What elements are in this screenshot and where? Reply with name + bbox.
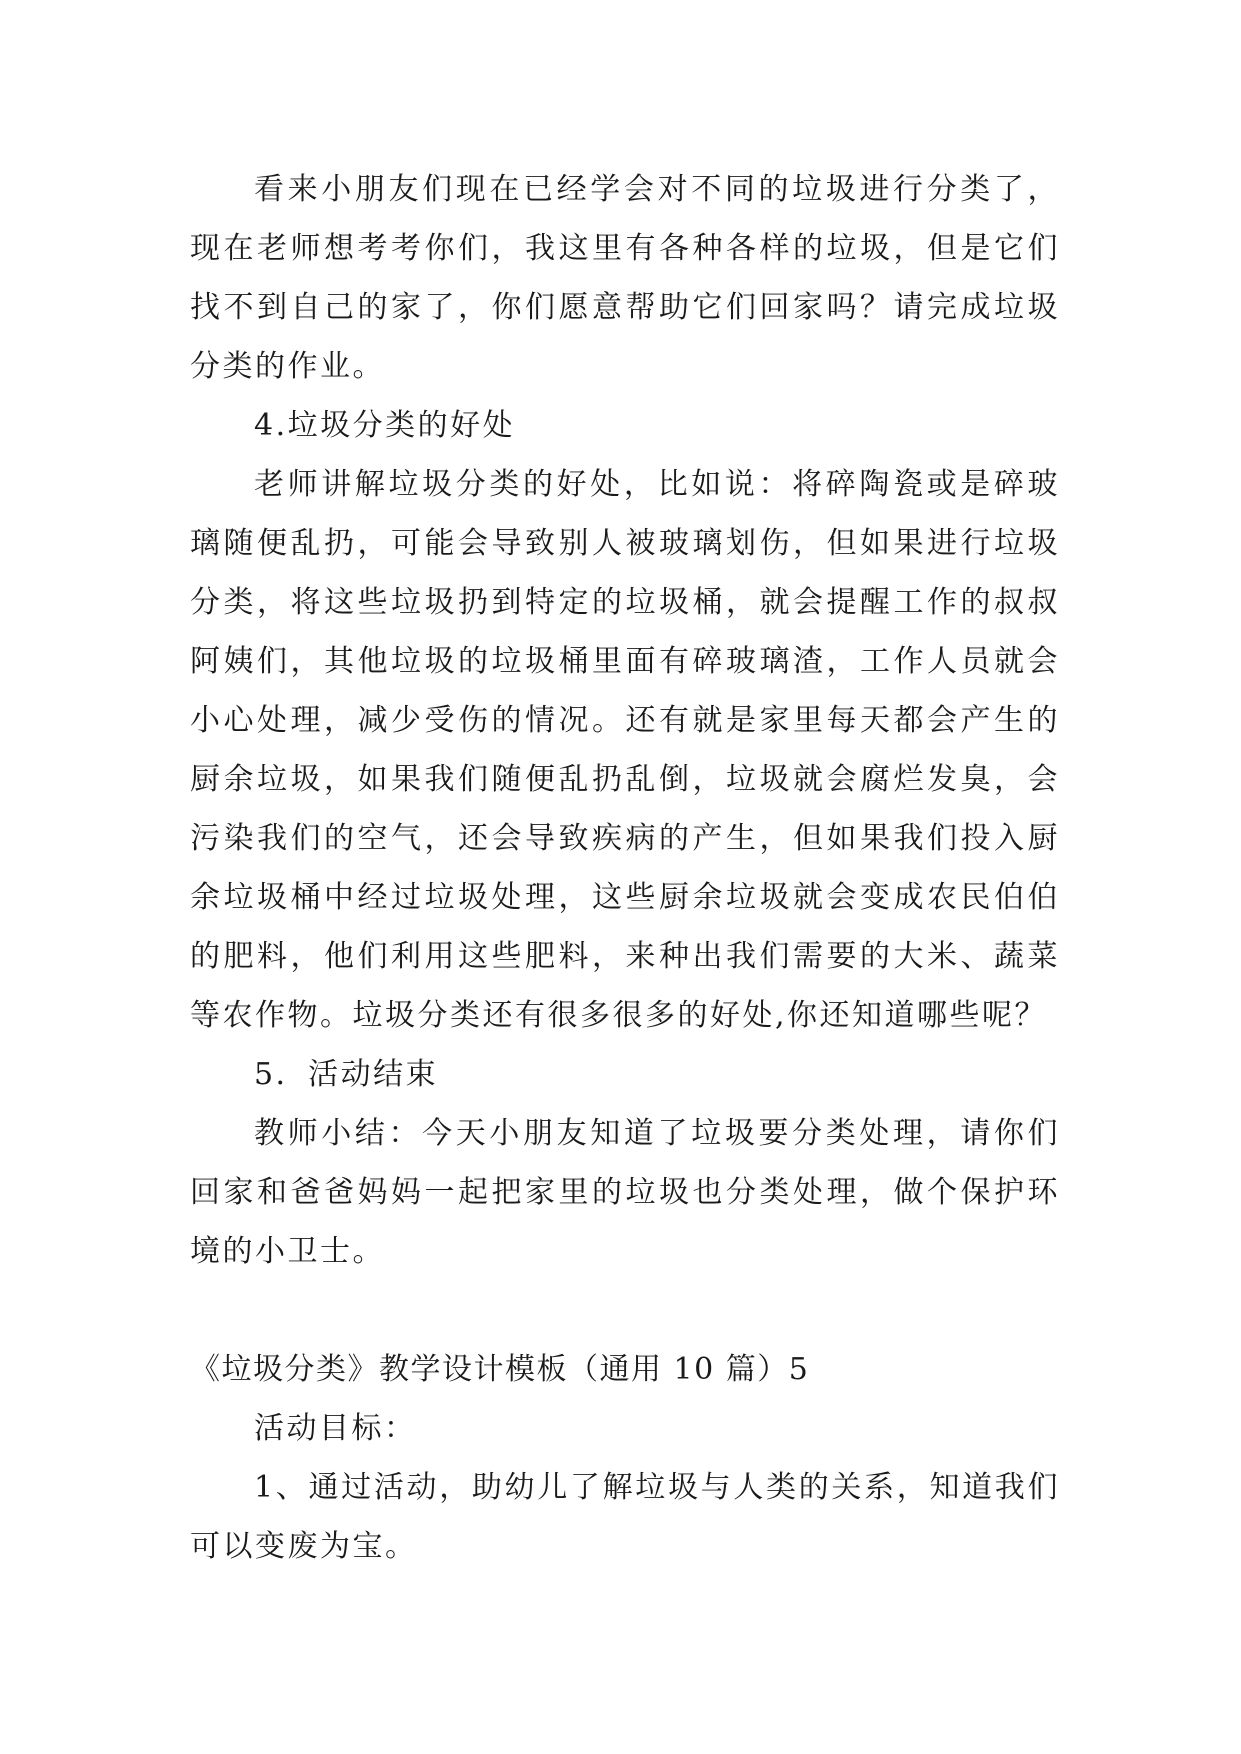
heading-activity-end: 5．活动结束 [254, 1057, 439, 1092]
paragraph-summary: 教师小结：今天小朋友知道了垃圾要分类处理，请你们回家和爸爸妈妈一起把家里的垃圾也分类处理，做个保护环境的小卫士。 [190, 1116, 1060, 1269]
section-title: 《垃圾分类》教学设计模板（通用 10 篇）5 [190, 1352, 810, 1387]
paragraph-benefits: 老师讲解垃圾分类的好处，比如说：将碎陶瓷或是碎玻璃随便乱扔，可能会导致别人被玻璃划伤，但如果进行垃圾分类，将这些垃圾扔到特定的垃圾桶，就会提醒工作的叔叔阿姨们，其他垃圾的垃圾桶里面有碎玻璃渣，工作人员就会小心处理，减少受伤的情况。还有就是家里每天都会产生的厨余垃圾，如果我们随便乱扔乱倒，垃圾就会腐烂发臭，会污染我们的空气，还会导致疾病的产生，但如果我们投入厨余垃圾桶中经过垃圾处理，这些厨余垃圾就会变成农民伯伯的肥料，他们利用这些肥料，来种出我们需要的大米、蔬菜等农作物。垃圾分类还有很多很多的好处,你还知道哪些呢？ [190, 467, 1060, 1033]
paragraph-sorting-homework: 看来小朋友们现在已经学会对不同的垃圾进行分类了，现在老师想考考你们，我这里有各种各样的垃圾，但是它们找不到自己的家了，你们愿意帮助它们回家吗？请完成垃圾分类的作业。 [190, 172, 1060, 384]
document-body [190, 160, 1060, 1576]
heading-benefits: 4.垃圾分类的好处 [254, 408, 516, 443]
goal-item-1: 1、通过活动，助幼儿了解垃圾与人类的关系，知道我们可以变废为宝。 [190, 1470, 1060, 1564]
goals-label: 活动目标： [254, 1411, 417, 1446]
